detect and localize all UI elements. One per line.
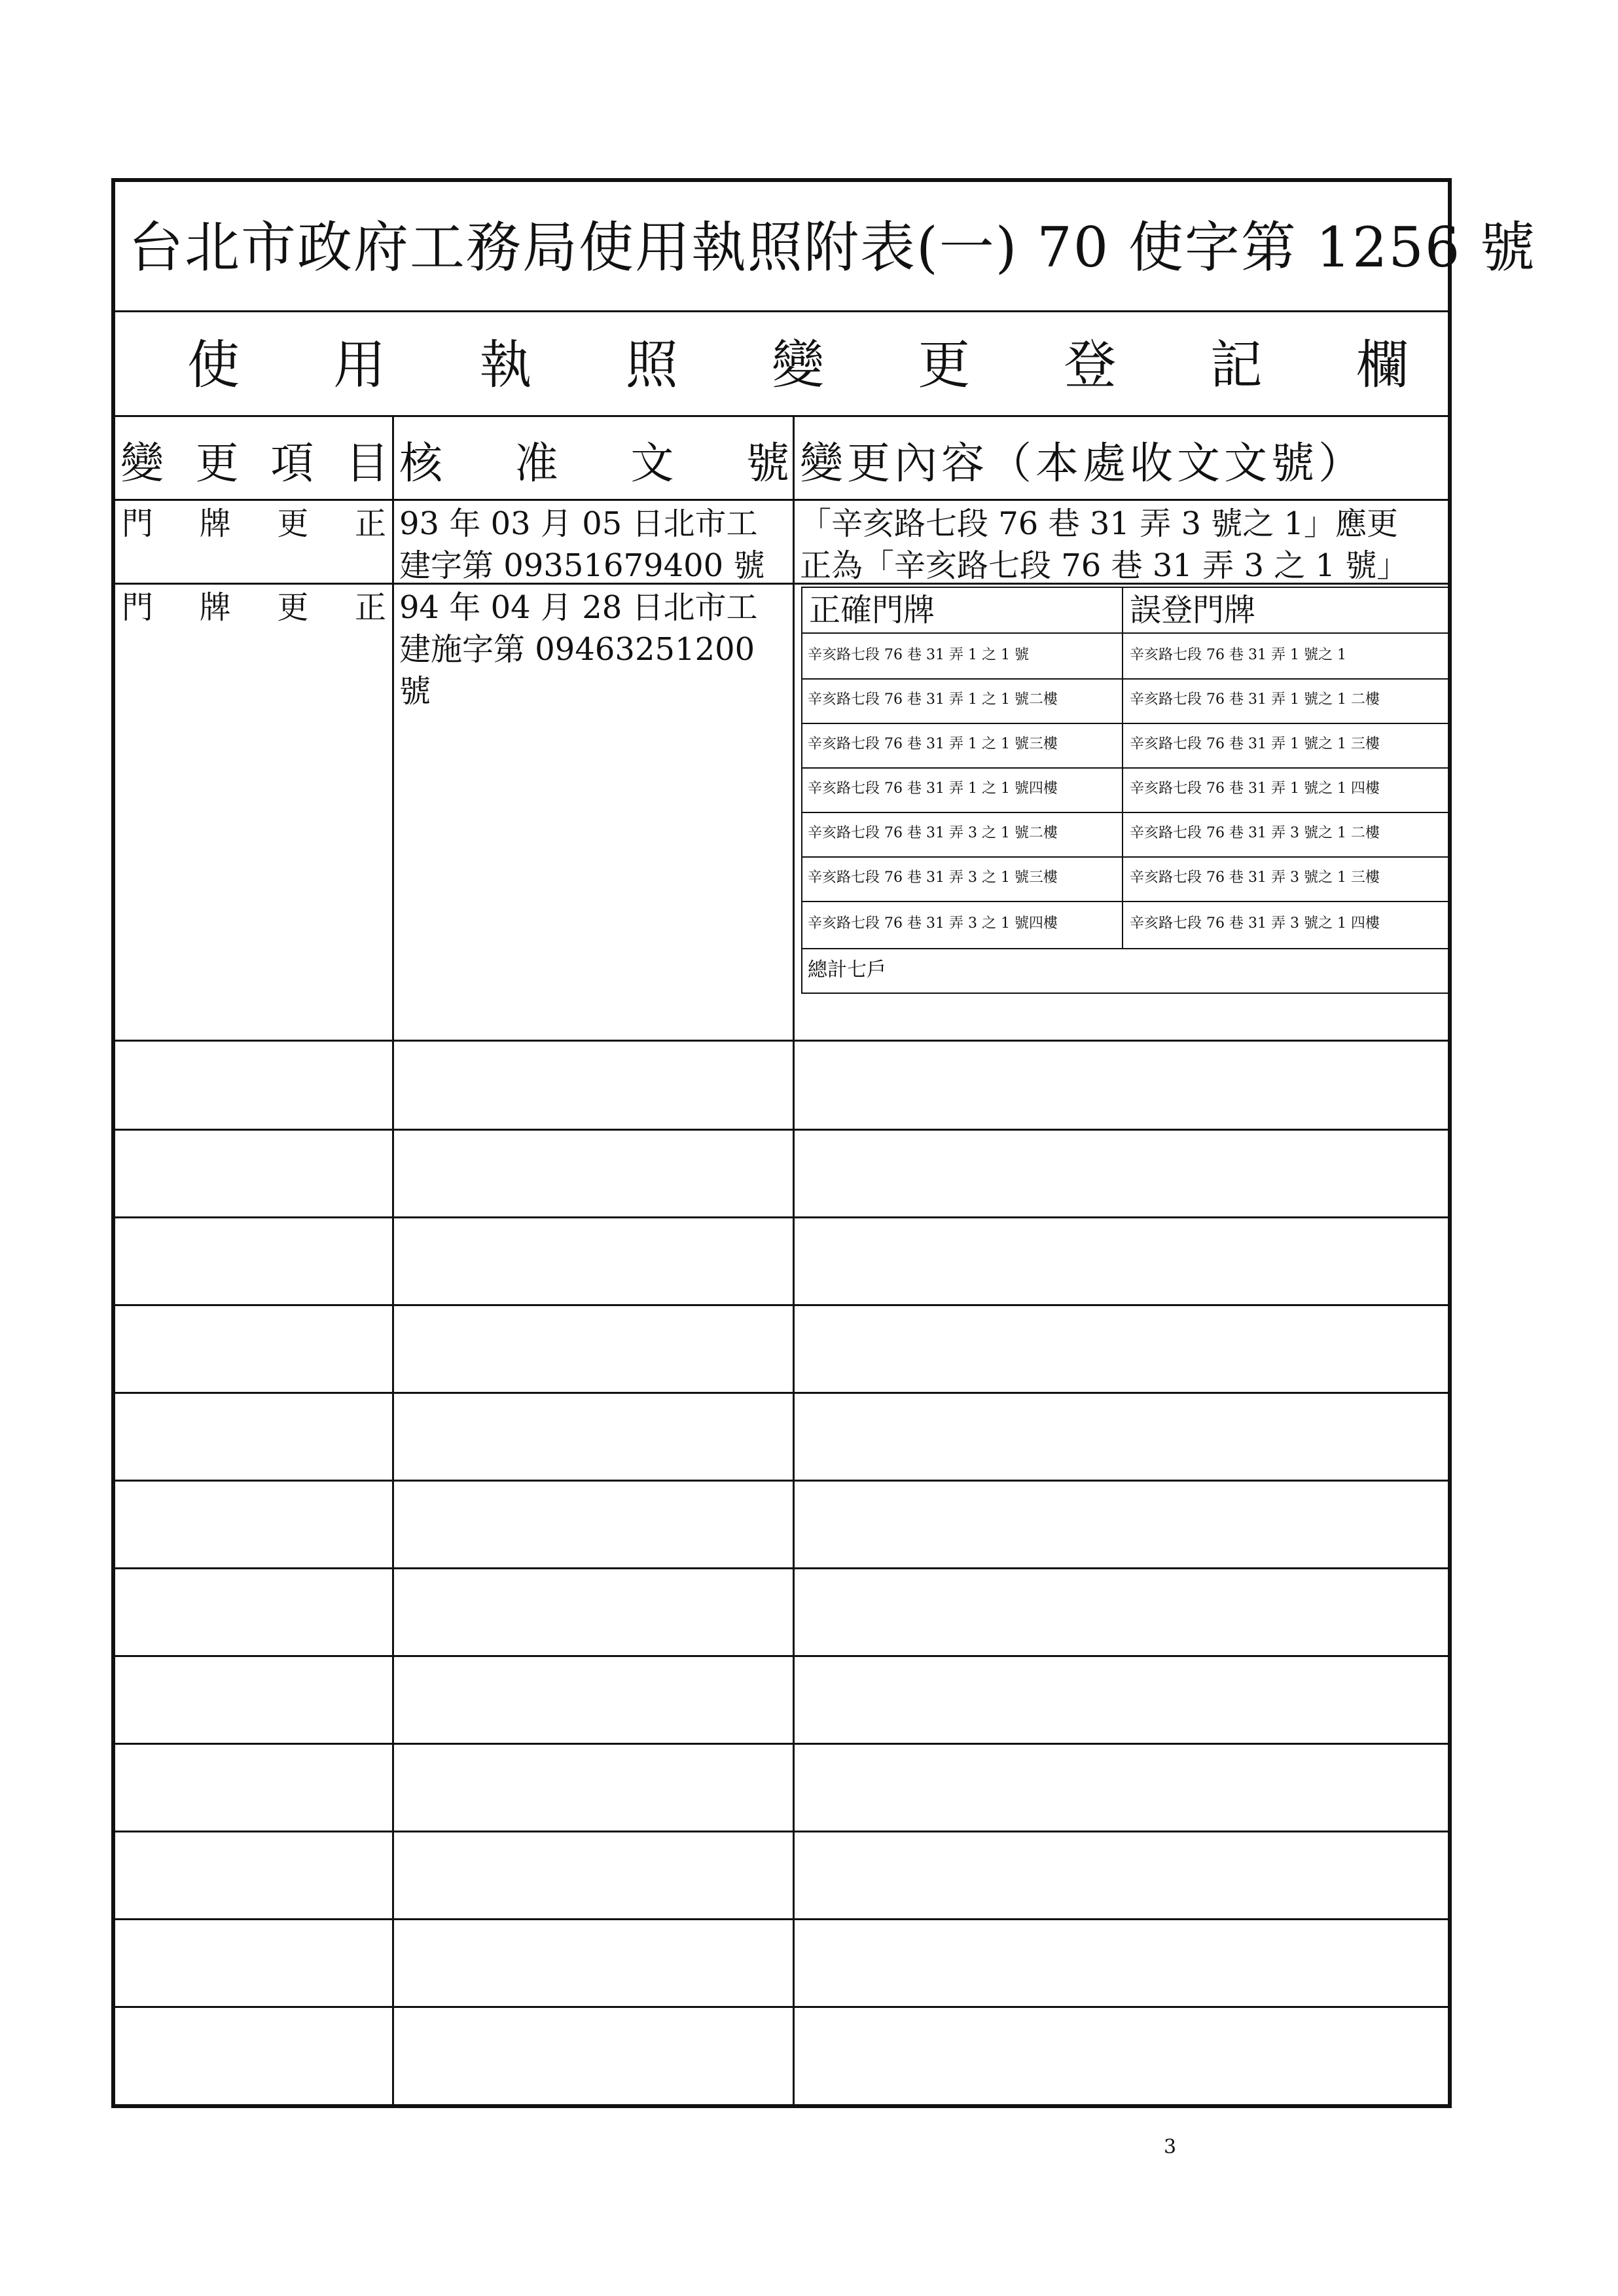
- header-char: 變: [120, 438, 164, 488]
- subtitle-char: 記: [1210, 335, 1263, 395]
- doc-line: 號: [399, 673, 431, 710]
- row-divider: [115, 1480, 1448, 1482]
- column-header-content: 變更內容（本處收文文號）: [800, 438, 1365, 488]
- column-header-doc: [394, 428, 795, 500]
- header-char: 更: [195, 438, 239, 488]
- subtitle-char: 照: [625, 335, 678, 395]
- household-total: 總計七戶: [808, 958, 886, 981]
- correct-address: 辛亥路七段 76 巷 31 弄 1 之 1 號四樓: [808, 780, 1058, 797]
- header-char: 核: [399, 438, 442, 488]
- address-row-divider: [802, 812, 1448, 813]
- wrong-address: 辛亥路七段 76 巷 31 弄 1 號之 1 三樓: [1130, 736, 1380, 752]
- page-number: 3: [1164, 2136, 1177, 2159]
- wrong-address: 辛亥路七段 76 巷 31 弄 3 號之 1 三樓: [1130, 869, 1380, 886]
- item-char: 更: [277, 505, 309, 542]
- address-row-divider: [802, 767, 1448, 769]
- wrong-address: 辛亥路七段 76 巷 31 弄 3 號之 1 二樓: [1130, 825, 1380, 841]
- row-divider: [115, 1918, 1448, 1920]
- table-row-1-item: [122, 503, 386, 545]
- correct-address: 辛亥路七段 76 巷 31 弄 1 之 1 號: [808, 647, 1029, 663]
- column-header-item: [115, 428, 394, 500]
- divider: [115, 415, 1448, 417]
- doc-line: 建施字第 09463251200: [399, 631, 755, 668]
- content-line: 「辛亥路七段 76 巷 31 弄 3 號之 1」應更: [800, 505, 1399, 542]
- table-row-1-content: [800, 503, 1450, 587]
- correct-address-header: 正確門牌: [809, 592, 935, 629]
- page-title: 台北市政府工務局使用執照附表(一) 70 使字第 1256 號: [128, 215, 1537, 280]
- subtitle-char: 使: [187, 335, 240, 395]
- address-table: [801, 587, 1449, 994]
- row-divider: [115, 2006, 1448, 2008]
- address-row-divider: [802, 723, 1448, 724]
- divider: [115, 310, 1448, 312]
- correct-address: 辛亥路七段 76 巷 31 弄 1 之 1 號二樓: [808, 691, 1058, 708]
- column-divider: [392, 415, 394, 2108]
- header-char: 准: [514, 438, 558, 488]
- subtitle-char: 更: [918, 335, 971, 395]
- subtitle-char: 欄: [1356, 335, 1409, 395]
- address-row-divider: [802, 901, 1448, 902]
- row-divider: [115, 1743, 1448, 1745]
- correct-address: 辛亥路七段 76 巷 31 弄 1 之 1 號三樓: [808, 736, 1058, 752]
- subtitle-char: 登: [1064, 335, 1117, 395]
- header-char: 項: [270, 438, 314, 488]
- row-divider: [115, 1040, 1448, 1042]
- subtitle-char: 變: [772, 335, 824, 395]
- item-char: 牌: [199, 505, 231, 542]
- row-divider: [115, 1129, 1448, 1131]
- table-row-1-doc: [399, 503, 792, 587]
- header-char: 號: [746, 438, 789, 488]
- row-divider: [115, 1567, 1448, 1569]
- address-row-divider: [802, 678, 1448, 680]
- header-char: 目: [345, 438, 389, 488]
- item-char: 門: [122, 505, 154, 542]
- correct-address: 辛亥路七段 76 巷 31 弄 3 之 1 號四樓: [808, 915, 1058, 932]
- license-form-frame: [111, 178, 1537, 2108]
- item-char: 正: [354, 505, 386, 542]
- wrong-address: 辛亥路七段 76 巷 31 弄 1 號之 1 二樓: [1130, 691, 1380, 708]
- item-char: 更: [277, 589, 309, 626]
- row-divider: [115, 1304, 1448, 1306]
- subtitle-char: 用: [333, 335, 386, 395]
- item-char: 牌: [199, 589, 231, 626]
- content-line: 正為「辛亥路七段 76 巷 31 弄 3 之 1 號」: [800, 547, 1409, 584]
- wrong-address: 辛亥路七段 76 巷 31 弄 1 號之 1 四樓: [1130, 780, 1380, 797]
- column-divider: [793, 415, 795, 2108]
- row-divider: [115, 1655, 1448, 1657]
- section-subtitle: [187, 326, 1409, 405]
- wrong-address: 辛亥路七段 76 巷 31 弄 3 號之 1 四樓: [1130, 915, 1380, 932]
- address-row-divider: [802, 632, 1448, 634]
- header-divider: [115, 499, 1448, 501]
- header-char: 文: [630, 438, 674, 488]
- row-divider: [115, 1831, 1448, 1832]
- doc-line: 93 年 03 月 05 日北市工: [399, 505, 758, 542]
- address-row-divider: [802, 948, 1448, 949]
- wrong-address-header: 誤登門牌: [1130, 592, 1256, 629]
- correct-address: 辛亥路七段 76 巷 31 弄 3 之 1 號二樓: [808, 825, 1058, 841]
- table-row-2-item: [122, 587, 386, 629]
- table-row-2-doc: [399, 587, 792, 712]
- row-divider: [115, 1216, 1448, 1218]
- wrong-address: 辛亥路七段 76 巷 31 弄 1 號之 1: [1130, 647, 1346, 663]
- address-row-divider: [802, 856, 1448, 858]
- doc-line: 94 年 04 月 28 日北市工: [399, 589, 758, 626]
- correct-address: 辛亥路七段 76 巷 31 弄 3 之 1 號三樓: [808, 869, 1058, 886]
- subtitle-char: 執: [479, 335, 532, 395]
- row-divider: [115, 1392, 1448, 1394]
- doc-line: 建字第 09351679400 號: [399, 547, 765, 584]
- item-char: 正: [354, 589, 386, 626]
- item-char: 門: [122, 589, 154, 626]
